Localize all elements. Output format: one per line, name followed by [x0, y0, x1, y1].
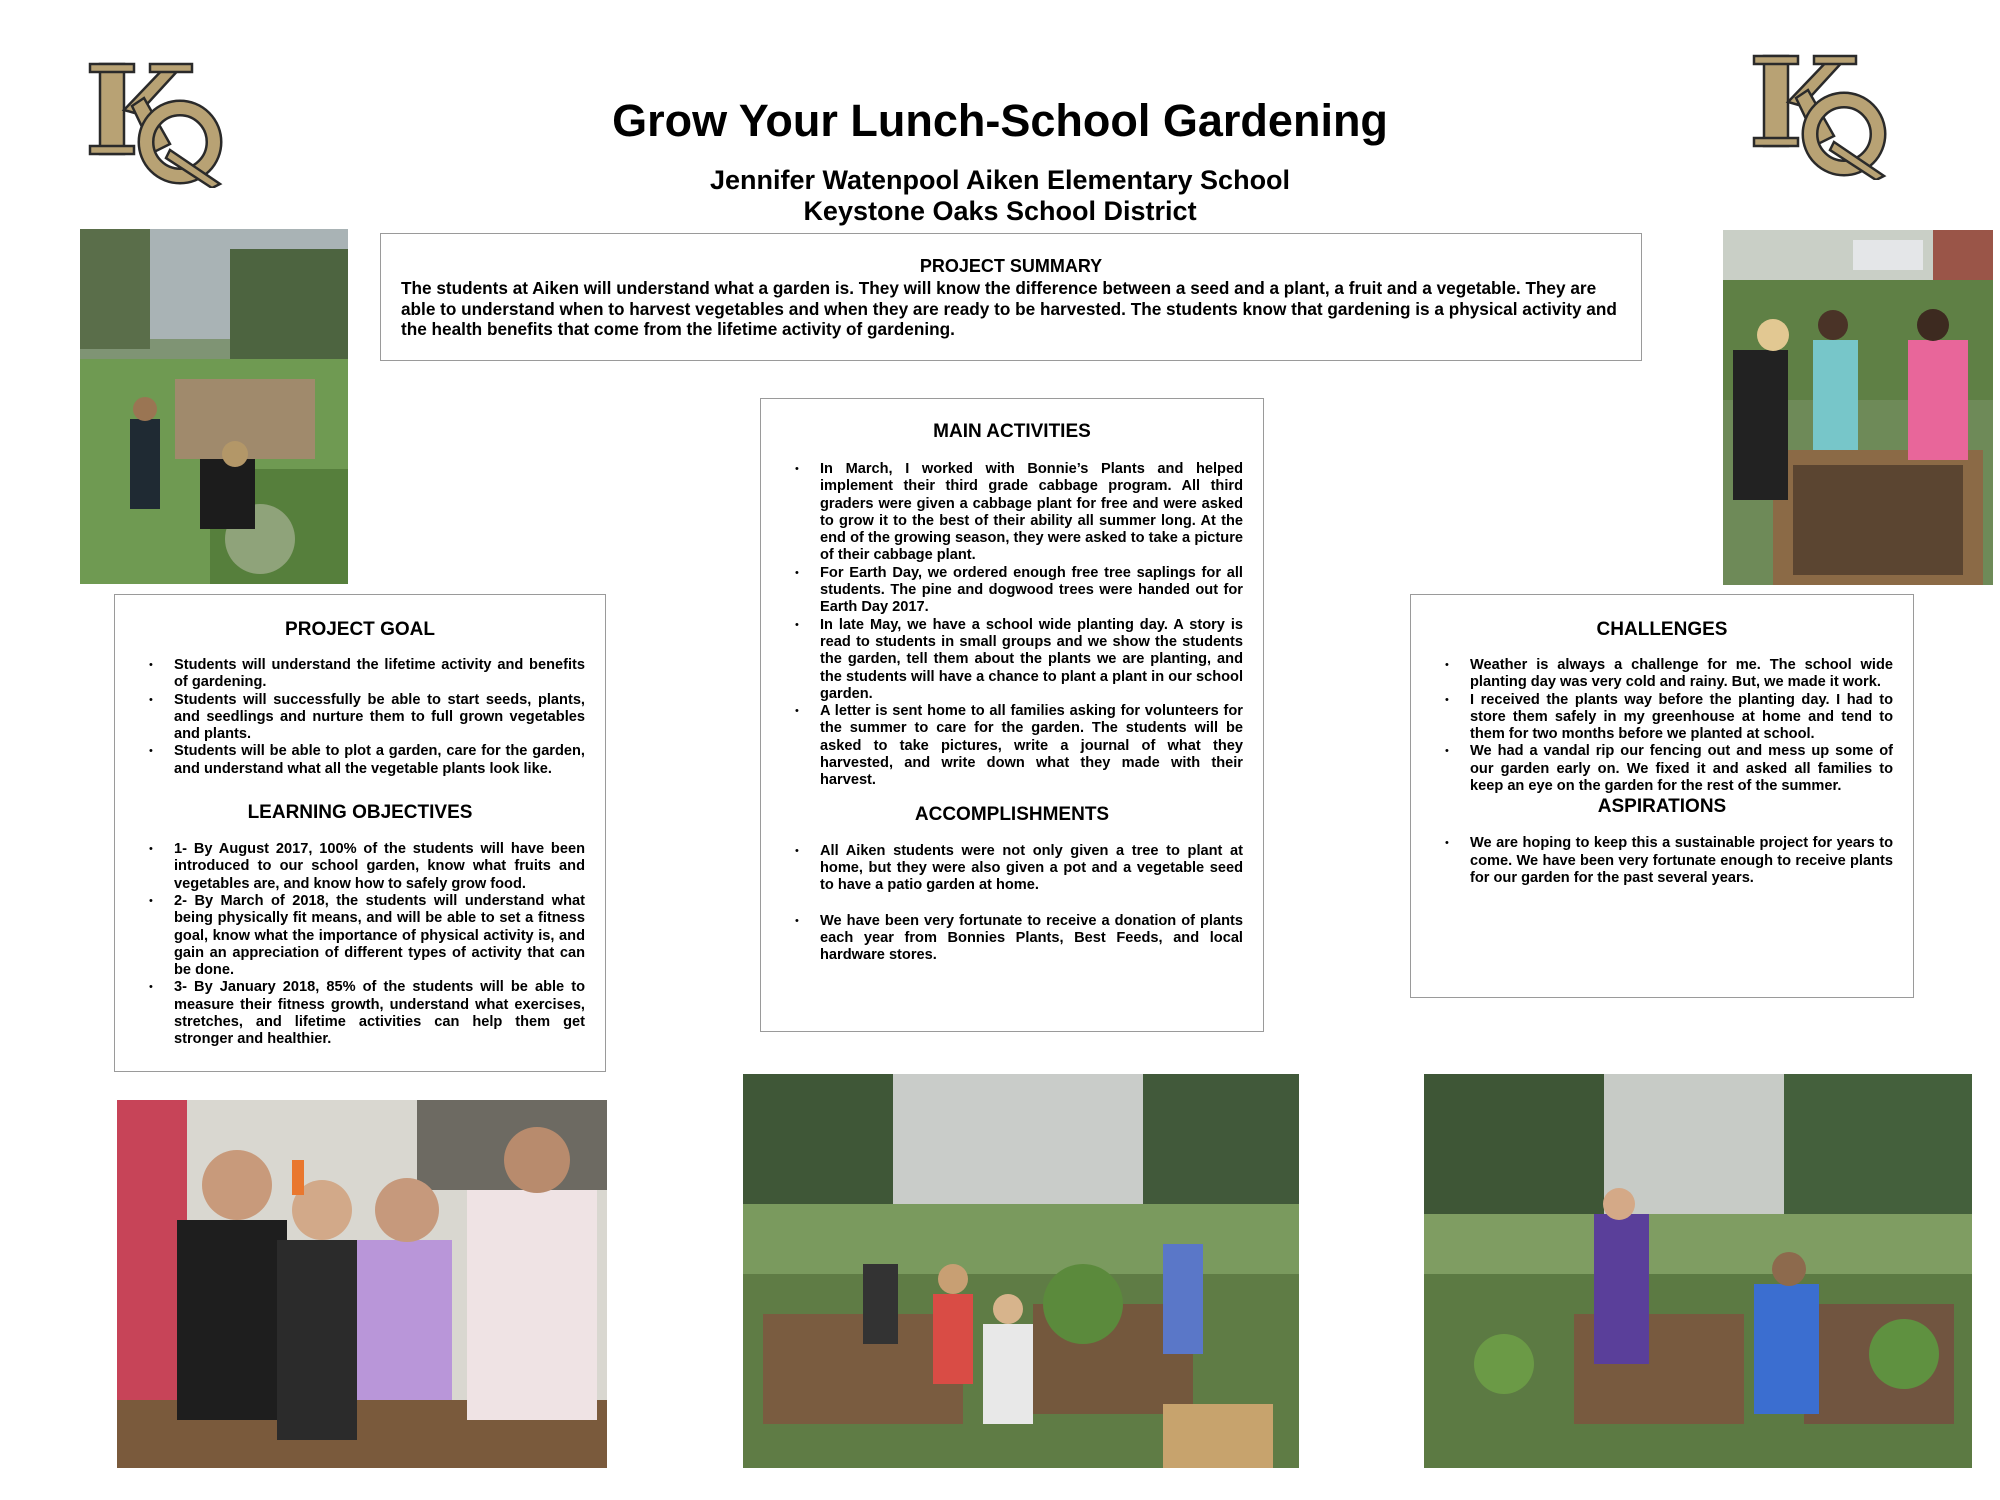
photo-students-planting: [1723, 230, 1993, 585]
list-item: • In March, I worked with Bonnie’s Plants and helped implement their third grade cabbage program. All third graders were given a cabbage plant for free and were asked to grow it to the best of their ability all summer long. At the end of the growing season, they were asked to take a picture of their cabbage plant.: [820, 461, 1243, 565]
list-item: • Weather is always a challenge for me. The school wide planting day was very cold and rainy. But, we made it work.: [1470, 657, 1893, 692]
project-goal-box: [114, 594, 606, 1072]
learning-objectives-list: [157, 841, 585, 1049]
main-activities-box: [760, 398, 1264, 1032]
poster-title: Grow Your Lunch-School Gardening: [612, 95, 1388, 146]
challenges-list: [1453, 657, 1893, 795]
project-summary-text: The students at Aiken will understand what a garden is. They will know the difference between a seed and a plant, a fruit and a vegetable. They are able to understand when to harvest vegetables and when they are ready to be harvested. The students know that gardening is a physical activity and the health benefits that come from the lifetime activity of gardening.: [401, 278, 1617, 339]
project-summary-heading: PROJECT SUMMARY: [919, 256, 1103, 276]
accomplishments-list: [803, 843, 1243, 965]
photo-garden-beds: [1424, 1074, 1972, 1468]
list-item: • In late May, we have a school wide planting day. A story is read to students in small groups and we show the students the garden, tell them about the plants we are planting, and the students will have a chance to plant a plant in our school garden.: [820, 617, 1243, 703]
list-item: • For Earth Day, we ordered enough free tree saplings for all students. The pine and dogwood trees were handed out for Earth Day 2017.: [820, 565, 1243, 617]
photo-garden-planting-day: [743, 1074, 1299, 1468]
list-item: • I received the plants way before the planting day. I had to store them safely in my greenhouse at home and tend to them for two months before we planted at school.: [1470, 692, 1893, 744]
list-item: • We are hoping to keep this a sustainable project for years to come. We have been very fortunate enough to receive plants for our garden for the past several years.: [1470, 835, 1893, 887]
challenges-heading: CHALLENGES: [1596, 619, 1728, 640]
photo-students-eating-carrots: [117, 1100, 607, 1468]
list-item: • We have been very fortunate to receive a donation of plants each year from Bonnies Plants, Best Feeds, and local hardware stores.: [820, 913, 1243, 965]
list-item: • 1- By August 2017, 100% of the students will have been introduced to our school garden, know what fruits and vegetables are, and know how to safely grow food.: [174, 841, 585, 893]
photo-students-harvesting: [80, 229, 348, 584]
list-item: • 3- By January 2018, 85% of the students will be able to measure their fitness growth, understand what exercises, stretches, and lifetime activities can help them get stronger and healthier.: [174, 979, 585, 1048]
list-item: • 2- By March of 2018, the students will understand what being physically fit means, and will be able to set a fitness goal, know what the importance of physical activity is, and gain an appreciation of different types of activity that can be done.: [174, 893, 585, 979]
aspirations-heading: ASPIRATIONS: [1597, 796, 1727, 818]
aspirations-list: [1453, 835, 1893, 887]
list-item: • All Aiken students were not only given a tree to plant at home, but they were also given a pot and a vegetable seed to have a patio garden at home.: [820, 843, 1243, 895]
learning-objectives-heading: LEARNING OBJECTIVES: [247, 802, 473, 824]
list-item: • We had a vandal rip our fencing out and mess up some of our garden early on. We fixed it and asked all families to keep an eye on the garden for the rest of the summer.: [1470, 743, 1893, 795]
list-item: • Students will successfully be able to start seeds, plants, and seedlings and nurture them to full grown vegetables and plants.: [174, 692, 585, 744]
list-item: • Students will be able to plot a garden, care for the garden, and understand what all the vegetable plants look like.: [174, 743, 585, 778]
main-activities-heading: MAIN ACTIVITIES: [933, 421, 1091, 442]
list-item: • Students will understand the lifetime activity and benefits of gardening.: [174, 657, 585, 692]
challenges-box: [1410, 594, 1914, 998]
accomplishments-heading: ACCOMPLISHMENTS: [914, 803, 1110, 825]
project-goal-list: [157, 657, 585, 778]
main-activities-list: [803, 461, 1243, 790]
school-name: Jennifer Watenpool Aiken Elementary School: [709, 165, 1291, 195]
project-summary-box: [380, 233, 1642, 361]
list-item: • A letter is sent home to all families asking for volunteers for the summer to care for the garden. The students will be asked to take pictures, write a journal of what they harvested, and write down what they made with their harvest.: [820, 703, 1243, 789]
district-name: Keystone Oaks School District: [803, 196, 1197, 226]
project-goal-heading: PROJECT GOAL: [285, 619, 435, 640]
